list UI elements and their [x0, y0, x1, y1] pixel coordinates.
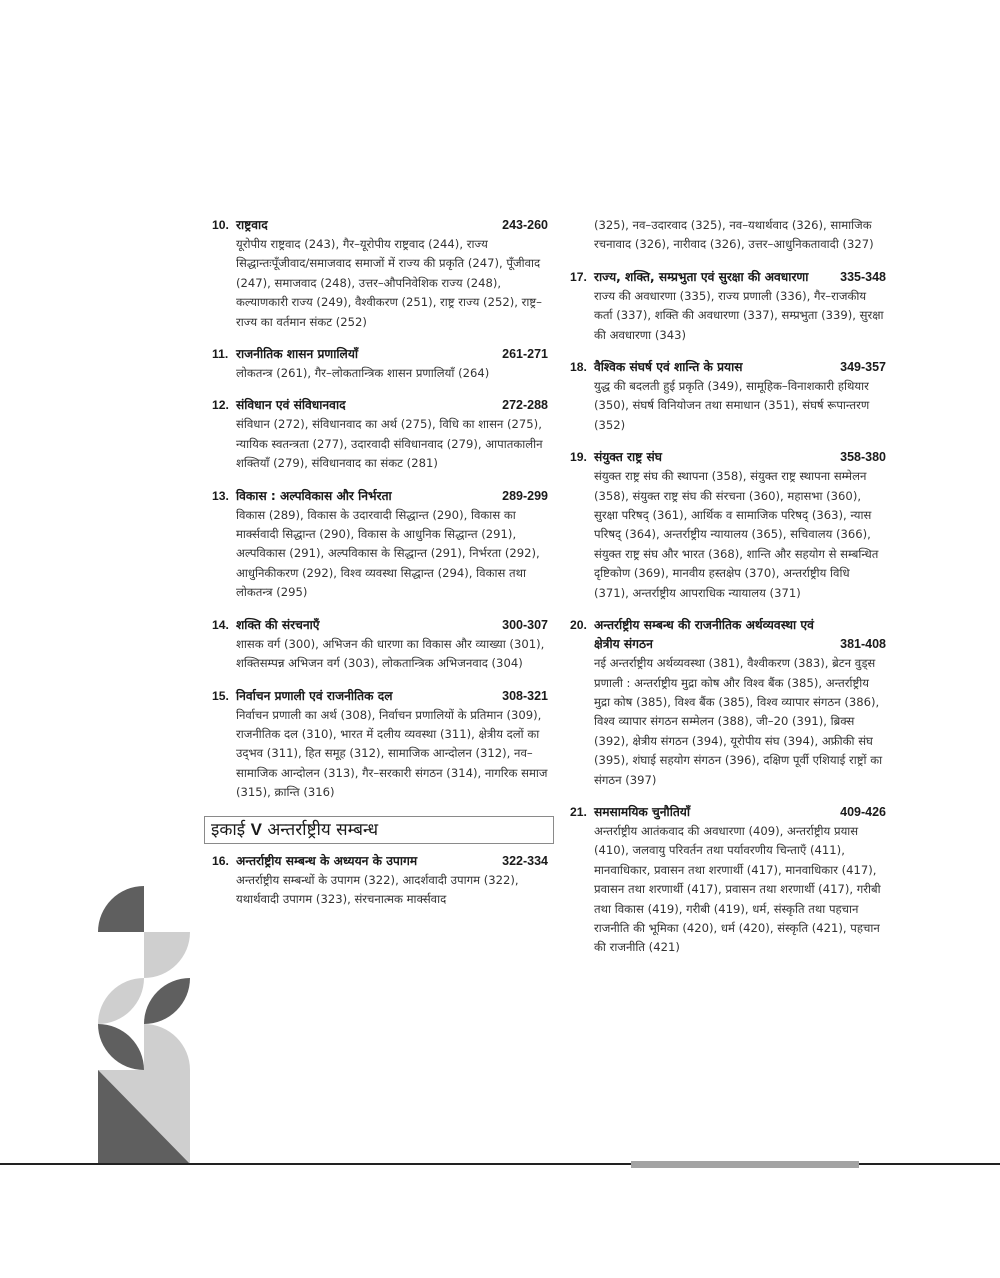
- toc-entry-18: [570, 358, 886, 435]
- toc-entry-14: [212, 616, 548, 674]
- chapter-title[interactable]: विकास : अल्पविकास और निर्भरता: [236, 488, 392, 503]
- page-range: 409-426: [840, 804, 886, 819]
- leaf-dark: [144, 978, 190, 1024]
- unit-prefix: इकाई: [211, 819, 246, 840]
- chapter-title[interactable]: राष्ट्रवाद: [236, 218, 268, 232]
- chapter-number: 11.: [212, 347, 229, 362]
- chapter-number: 16.: [212, 853, 229, 868]
- chapter-title[interactable]: वैश्विक संघर्ष एवं शान्ति के प्रयास: [594, 360, 743, 375]
- chapter-number: 21.: [570, 804, 587, 819]
- chapter-title[interactable]: अन्तर्राष्ट्रीय सम्बन्ध के अध्ययन के उपागम: [236, 853, 418, 868]
- page-range: 335-348: [840, 269, 886, 284]
- leaf-dark-2: [98, 1024, 144, 1070]
- chapter-topics: संविधान (272), संविधानवाद का अर्थ (275), विधि का शासन (275), न्यायिक स्वतन्त्रता (277), उदारवादी संविधानवाद (279), आपातकालीन शक्तियाँ (279), संविधानवाद का संकट (281): [236, 417, 543, 471]
- page-range: 381-408: [840, 637, 886, 652]
- toc-entry-17: [570, 268, 886, 345]
- page-range: 272-288: [502, 398, 548, 413]
- chapter-topics: शासक वर्ग (300), अभिजन की धारणा का विकास और व्याख्या (301), शक्तिसम्पन्न अभिजन वर्ग (303), लोकतान्त्रिक अभिजनवाद (304): [236, 636, 545, 671]
- quarter-circle-light: [144, 932, 190, 978]
- page-range: 349-357: [840, 360, 886, 375]
- chapter-title-line2[interactable]: क्षेत्रीय संगठन: [594, 637, 653, 652]
- chapter-number: 15.: [212, 688, 229, 703]
- chapter-title[interactable]: संयुक्त राष्ट्र संघ: [594, 450, 662, 465]
- chapter-title[interactable]: राजनीतिक शासन प्रणालियाँ: [236, 347, 359, 362]
- page-range: 358-380: [840, 450, 886, 465]
- toc-entry-16-continued: [570, 216, 886, 255]
- chapter-title-line1[interactable]: अन्तर्राष्ट्रीय सम्बन्ध की राजनीतिक अर्थव्यवस्था एवं: [594, 618, 814, 633]
- page-range: 300-307: [502, 617, 548, 632]
- toc-entry-21: [570, 803, 886, 958]
- chapter-number: 13.: [212, 488, 229, 503]
- unit-number: V: [250, 819, 262, 839]
- toc-entry-11: [212, 345, 548, 383]
- chapter-topics-continued: (325), नव–उदारवाद (325), नव–यथार्थवाद (326), सामाजिक रचनावाद (326), नारीवाद (326), उत्तर–आधुनिकतावादी (327): [594, 218, 874, 252]
- footer-gray-bar: [631, 1161, 859, 1168]
- unit-heading: [204, 816, 554, 844]
- rounded-light: [144, 1024, 190, 1070]
- unit-title: अन्तर्राष्ट्रीय सम्बन्ध: [267, 819, 379, 840]
- toc-entry-16: [212, 852, 548, 910]
- page-range: 308-321: [502, 688, 548, 703]
- chapter-title[interactable]: समसामयिक चुनौतियाँ: [594, 804, 691, 819]
- decorative-geometric-shapes: [98, 886, 190, 1164]
- chapter-topics: राज्य की अवधारणा (335), राज्य प्रणाली (336), गैर–राजकीय कर्ता (337), शक्ति की अवधारणा (337), सम्प्रभुता (339), सुरक्षा की अवधारणा (343): [594, 288, 884, 342]
- leaf-light: [98, 978, 144, 1024]
- chapter-number: 18.: [570, 360, 587, 375]
- toc-entry-10: [212, 216, 548, 332]
- chapter-topics: संयुक्त राष्ट्र संघ की स्थापना (358), संयुक्त राष्ट्र स्थापना सम्मेलन (358), संयुक्त राष्ट्र संघ की संरचना (360), महासभा (360), सुरक्षा परिषद् (361), आर्थिक व सामाजिक परिषद् (363), न्यास परिषद् (364), अन्तर्राष्ट्रीय न्यायालय (365), सचिवालय (366), संयुक्त राष्ट्र संघ और भारत (368), शान्ति और सहयोग से सम्बन्धित दृष्टिकोण (369), मानवीय हस्तक्षेप (370), अन्तर्राष्ट्रीय विधि (371), अन्तर्राष्ट्रीय आपराधिक न्यायालय (371): [594, 469, 879, 600]
- chapter-title[interactable]: संविधान एवं संविधानवाद: [236, 398, 346, 413]
- page-range: 289-299: [502, 488, 548, 503]
- chapter-title[interactable]: शक्ति की संरचनाएँ: [236, 617, 320, 632]
- page-range: 261-271: [502, 347, 548, 362]
- chapter-topics: अन्तर्राष्ट्रीय आतंकवाद की अवधारणा (409), अन्तर्राष्ट्रीय प्रयास (410), जलवायु परिवर्तन तथा पर्यावरणीय चिन्ताएँ (411), मानवाधिकार, प्रवासन तथा शरणार्थी (417), मानवाधिकार (417), प्रवासन तथा शरणार्थी (417), प्रवासन तथा शरणार्थी (417), गरीबी तथा विकास (419), गरीबी (419), धर्म, संस्कृति तथा पहचान राजनीति की भूमिका (420), धर्म (420), संस्कृति (421), पहचान की राजनीति (421): [594, 823, 881, 955]
- toc-entry-13: [212, 487, 548, 603]
- toc-entry-15: [212, 687, 548, 803]
- quarter-circle-dark: [98, 886, 144, 932]
- chapter-number: 10.: [212, 218, 229, 232]
- toc-entry-12: [212, 396, 548, 473]
- chapter-number: 14.: [212, 617, 229, 632]
- toc-entry-19: [570, 448, 886, 603]
- chapter-topics: विकास (289), विकास के उदारवादी सिद्धान्त (290), विकास का मार्क्सवादी सिद्धान्त (290), विकास के आधुनिक सिद्धान्त (291), अल्पविकास (291), अल्पविकास के सिद्धान्त (291), निर्भरता (292), आधुनिकीकरण (292), विश्व व्यवस्था सिद्धान्त (294), विकास तथा लोकतन्त्र (295): [236, 507, 540, 600]
- chapter-topics: लोकतन्त्र (261), गैर–लोकतान्त्रिक शासन प्रणालियाँ (264): [236, 366, 490, 381]
- chapter-number: 20.: [570, 618, 587, 633]
- chapter-number: 19.: [570, 450, 587, 465]
- chapter-topics: निर्वाचन प्रणाली का अर्थ (308), निर्वाचन प्रणालियों के प्रतिमान (309), राजनीतिक दल (310), भारत में दलीय व्यवस्था (311), क्षेत्रीय दलों का उद्‌भव (311), हित समूह (312), सामाजिक आन्दोलन (312), नव–सामाजिक आन्दोलन (313), गैर–सरकारी संगठन (314), नागरिक समाज (315), क्रान्ति (316): [236, 707, 548, 800]
- chapter-number: 12.: [212, 398, 229, 413]
- chapter-title[interactable]: राज्य, शक्ति, सम्प्रभुता एवं सुरक्षा की अवधारणा: [594, 269, 809, 284]
- chapter-topics: युद्ध की बदलती हुई प्रकृति (349), सामूहिक–विनाशकारी हथियार (350), संघर्ष विनियोजन तथा समाधान (351), संघर्ष रूपान्तरण (352): [594, 379, 870, 432]
- toc-right-column: [570, 216, 886, 971]
- toc-left-column: [212, 216, 548, 922]
- chapter-topics: नई अन्तर्राष्ट्रीय अर्थव्यवस्था (381), वैश्वीकरण (383), ब्रेटन वुड्स प्रणाली : अन्तर्राष्ट्रीय मुद्रा कोष और विश्व बैंक (385), अन्तर्राष्ट्रीय मुद्रा कोष (385), विश्व बैंक (385), विश्व व्यापार संगठन (386), विश्व व्यापार संगठन सम्मेलन (388), जी–20 (391), ब्रिक्स (392), क्षेत्रीय संगठन (394), यूरोपीय संघ (394), अफ्रीकी संघ (395), शंघाई सहयोग संगठन (396), दक्षिण पूर्वी एशियाई राष्ट्रों का संगठन (397): [594, 656, 883, 787]
- chapter-topics: अन्तर्राष्ट्रीय सम्बन्धों के उपागम (322), आदर्शवादी उपागम (322), यथार्थवादी उपागम (323), संरचनात्मक मार्क्सवाद: [236, 872, 519, 906]
- toc-entry-20: [570, 616, 886, 790]
- chapter-title[interactable]: निर्वाचन प्रणाली एवं राजनीतिक दल: [236, 688, 393, 703]
- page-range: 322-334: [502, 853, 548, 868]
- page-range: 243-260: [502, 218, 548, 232]
- chapter-topics: यूरोपीय राष्ट्रवाद (243), गैर–यूरोपीय राष्ट्रवाद (244), राज्य सिद्धान्तःपूँजीवाद/समाजवाद समाजों में राज्य की प्रकृति (247), पूँजीवाद (247), समाजवाद (248), उत्तर–औपनिवेशिक राज्य (248), कल्याणकारी राज्य (249), वैश्वीकरण (251), राष्ट्र राज्य (252), राष्ट्र–राज्य का वर्तमान संकट (252): [236, 237, 542, 329]
- chapter-number: 17.: [570, 269, 587, 284]
